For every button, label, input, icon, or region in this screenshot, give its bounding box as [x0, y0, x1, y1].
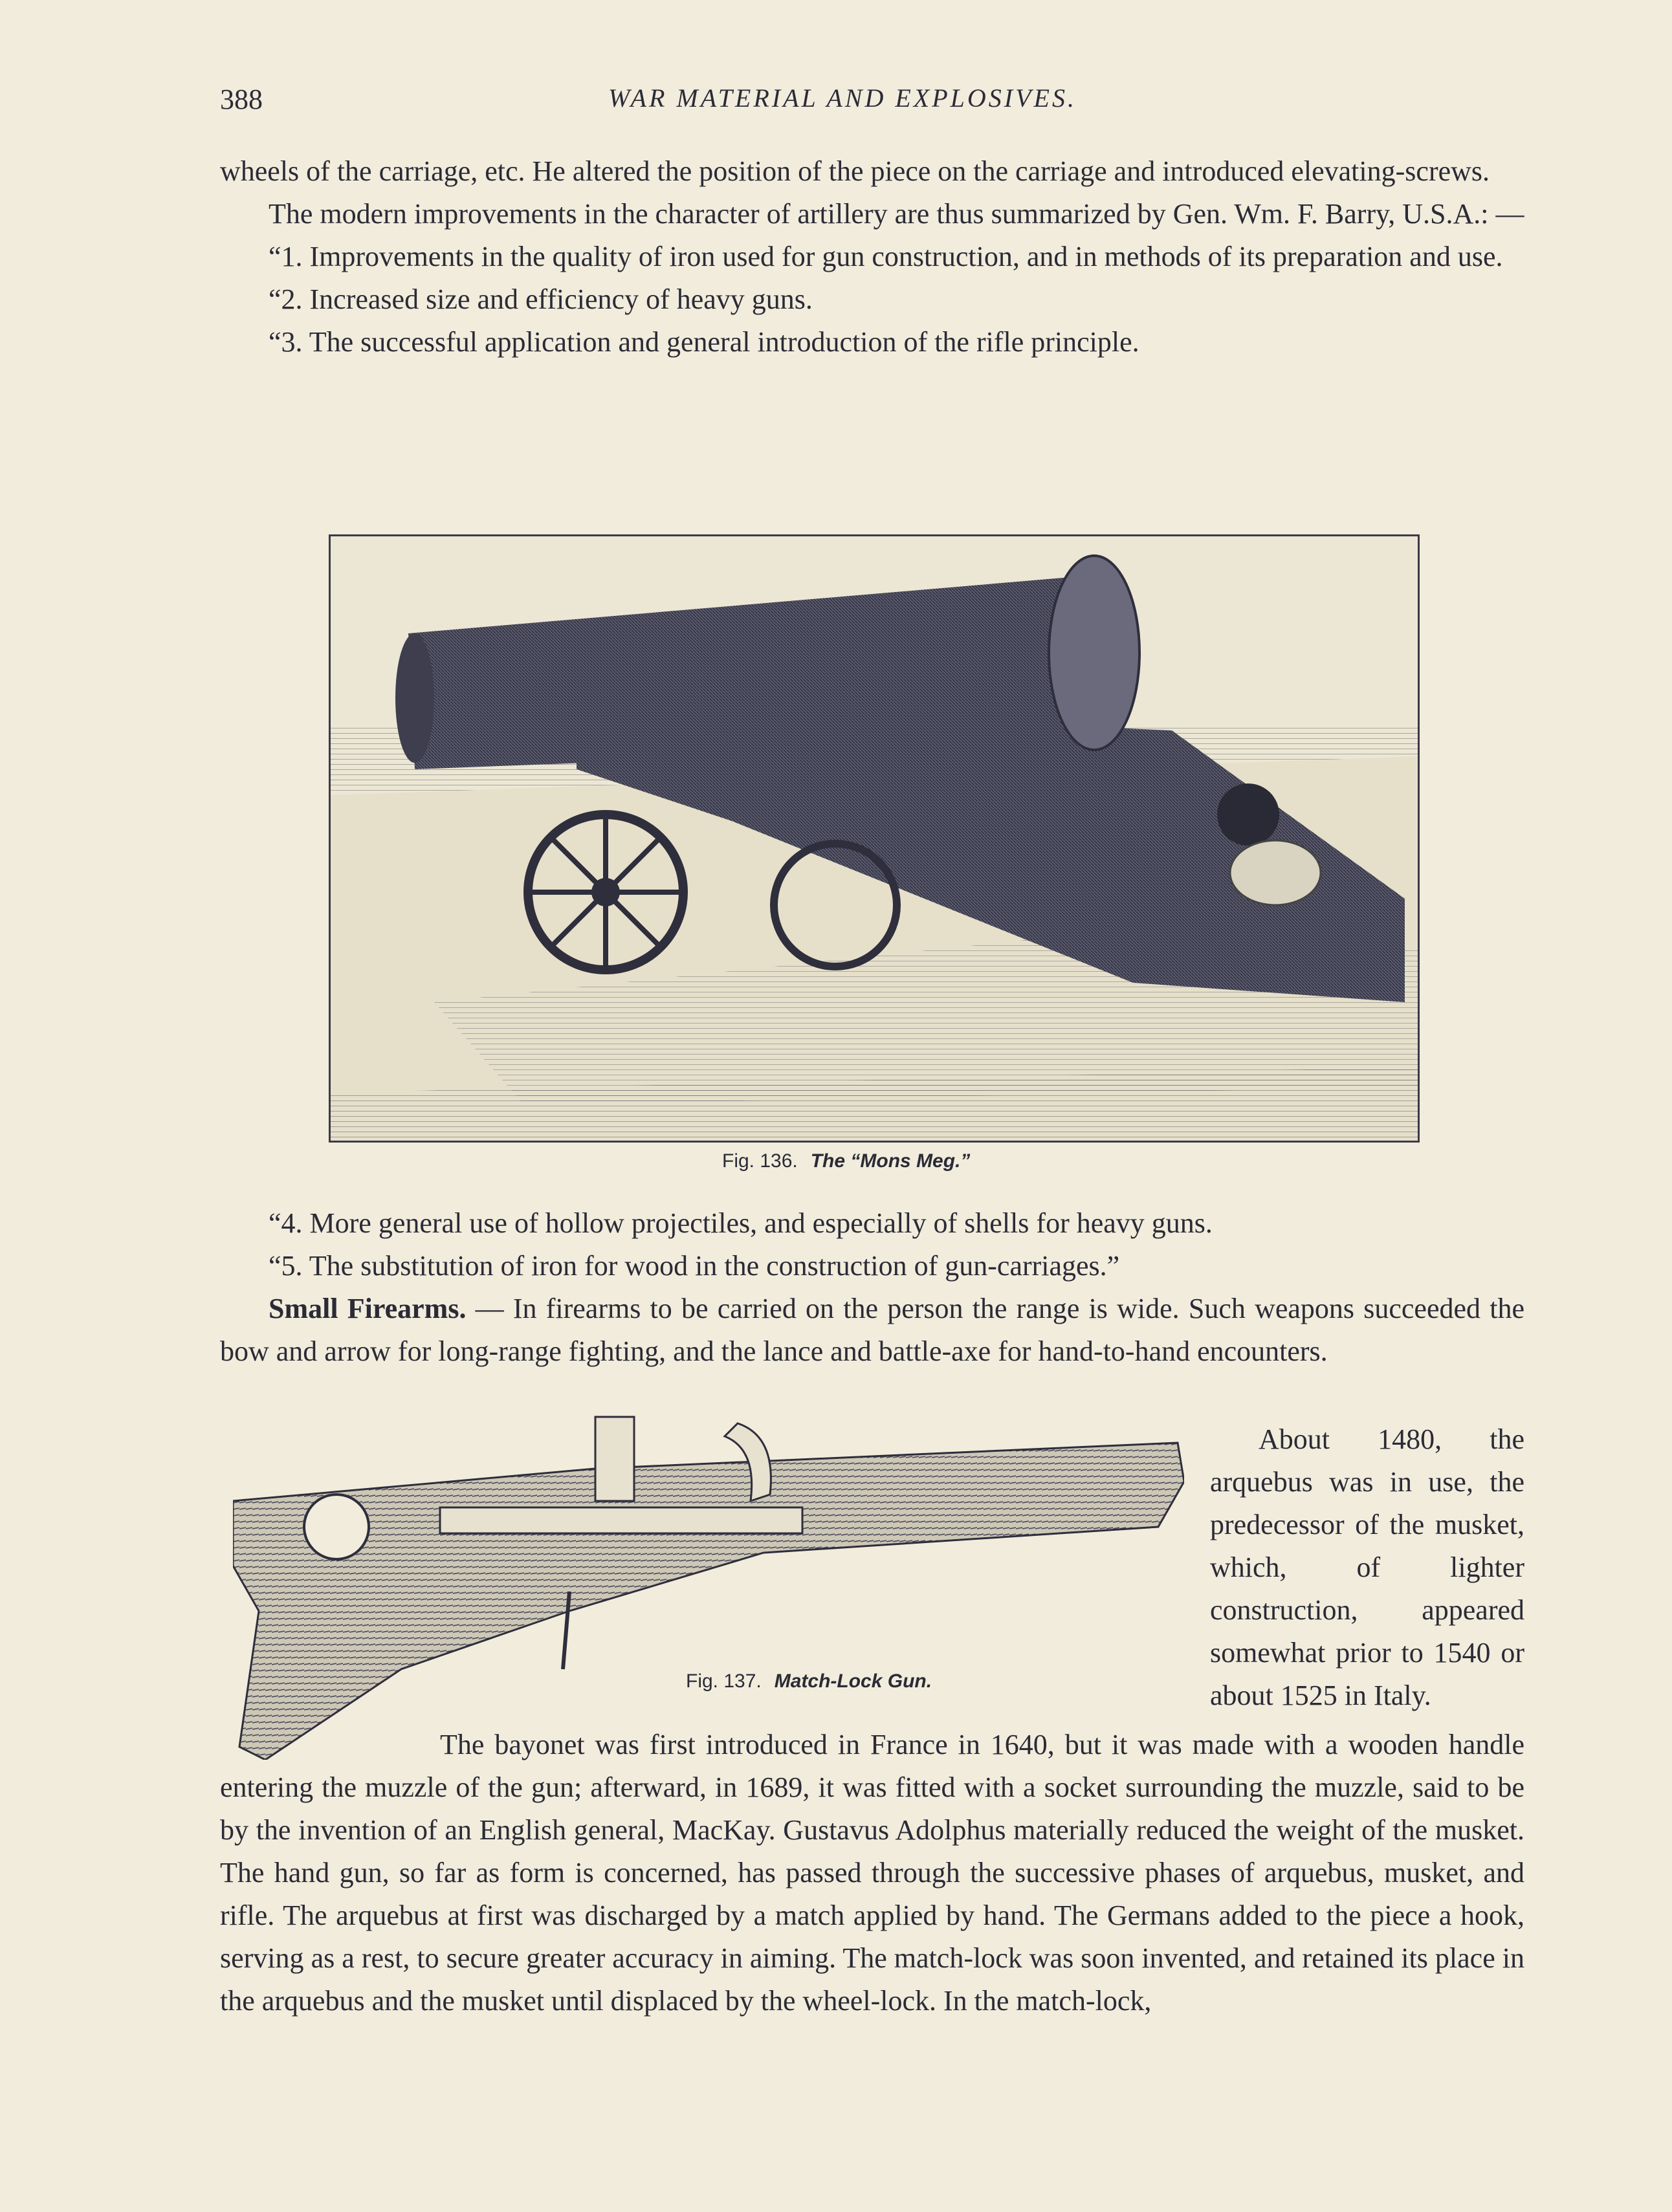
figure-number: Fig. 136. [722, 1150, 798, 1172]
paragraph: The bayonet was first introduced in France in 1640, but it was made with a wooden handle entering the muzzle of the gun; afterward, in 1689, it was fitted with a socket surrounding the muzzle, said to be by the invention of an English general, MacKay. Gustavus Adolphus materially reduced the weight of the musket. The hand gun, so far as form is concerned, has passed through the successive phases of arquebus, musket, and rifle. The arquebus at first was discharged by a match applied by hand. The Germans added to the piece a hook, serving as a rest, to secure greater accuracy in aiming. The match-lock was soon invented, and retained its place in the arquebus and the musket until displaced by the wheel-lock. In the match-lock, [220, 1729, 1524, 2017]
figure-number: Fig. 137. [686, 1670, 762, 1692]
running-header [220, 83, 1527, 122]
paragraph: wheels of the carriage, etc. He altered the position of the piece on the carriage and introduced elevating-screws. [220, 155, 1490, 187]
figure-title: Match-Lock Gun. [774, 1670, 932, 1692]
paragraph [220, 1287, 1524, 1373]
figure-title: The “Mons Meg.” [810, 1150, 971, 1172]
list-item: “4. More general use of hollow projectiles, and especially of shells for heavy guns. [269, 1207, 1213, 1239]
figure-136-caption [722, 1150, 970, 1172]
section-text: — In firearms to be carried on the person the range is wide. Such weapons succeeded the bow and arrow for long-range fighting, and the lance and battle-axe for hand-to-hand encounters. [220, 1293, 1524, 1367]
section-heading: Small Firearms. [269, 1293, 467, 1324]
mons-meg-illustration [329, 534, 1420, 1143]
list-item: “5. The substitution of iron for wood in the construction of gun-carriages.” [269, 1250, 1120, 1282]
page-number: 388 [220, 83, 263, 115]
paragraph: The modern improvements in the character of artillery are thus summarized by Gen. Wm. F. Barry, U.S.A.: — [269, 198, 1524, 230]
text-block-bottom [220, 1724, 1524, 2022]
text-block-middle [220, 1202, 1524, 1373]
figure-137-caption [686, 1670, 932, 1692]
list-item: “2. Increased size and efficiency of heavy guns. [269, 283, 813, 315]
list-item: “3. The successful application and general introduction of the rifle principle. [269, 326, 1139, 358]
wrapped-text [1210, 1418, 1524, 1717]
running-title: WAR MATERIAL AND EXPLOSIVES. [608, 83, 1077, 113]
match-lock-gun-illustration [233, 1397, 1184, 1760]
text-block-top [220, 150, 1524, 364]
list-item: “1. Improvements in the quality of iron used for gun construction, and in methods of its preparation and use. [269, 241, 1503, 272]
paragraph: About 1480, the arquebus was in use, the predecessor of the musket, which, of lighter construction, appeared somewhat prior to 1540 or about 1525 in Italy. [1210, 1423, 1524, 1711]
